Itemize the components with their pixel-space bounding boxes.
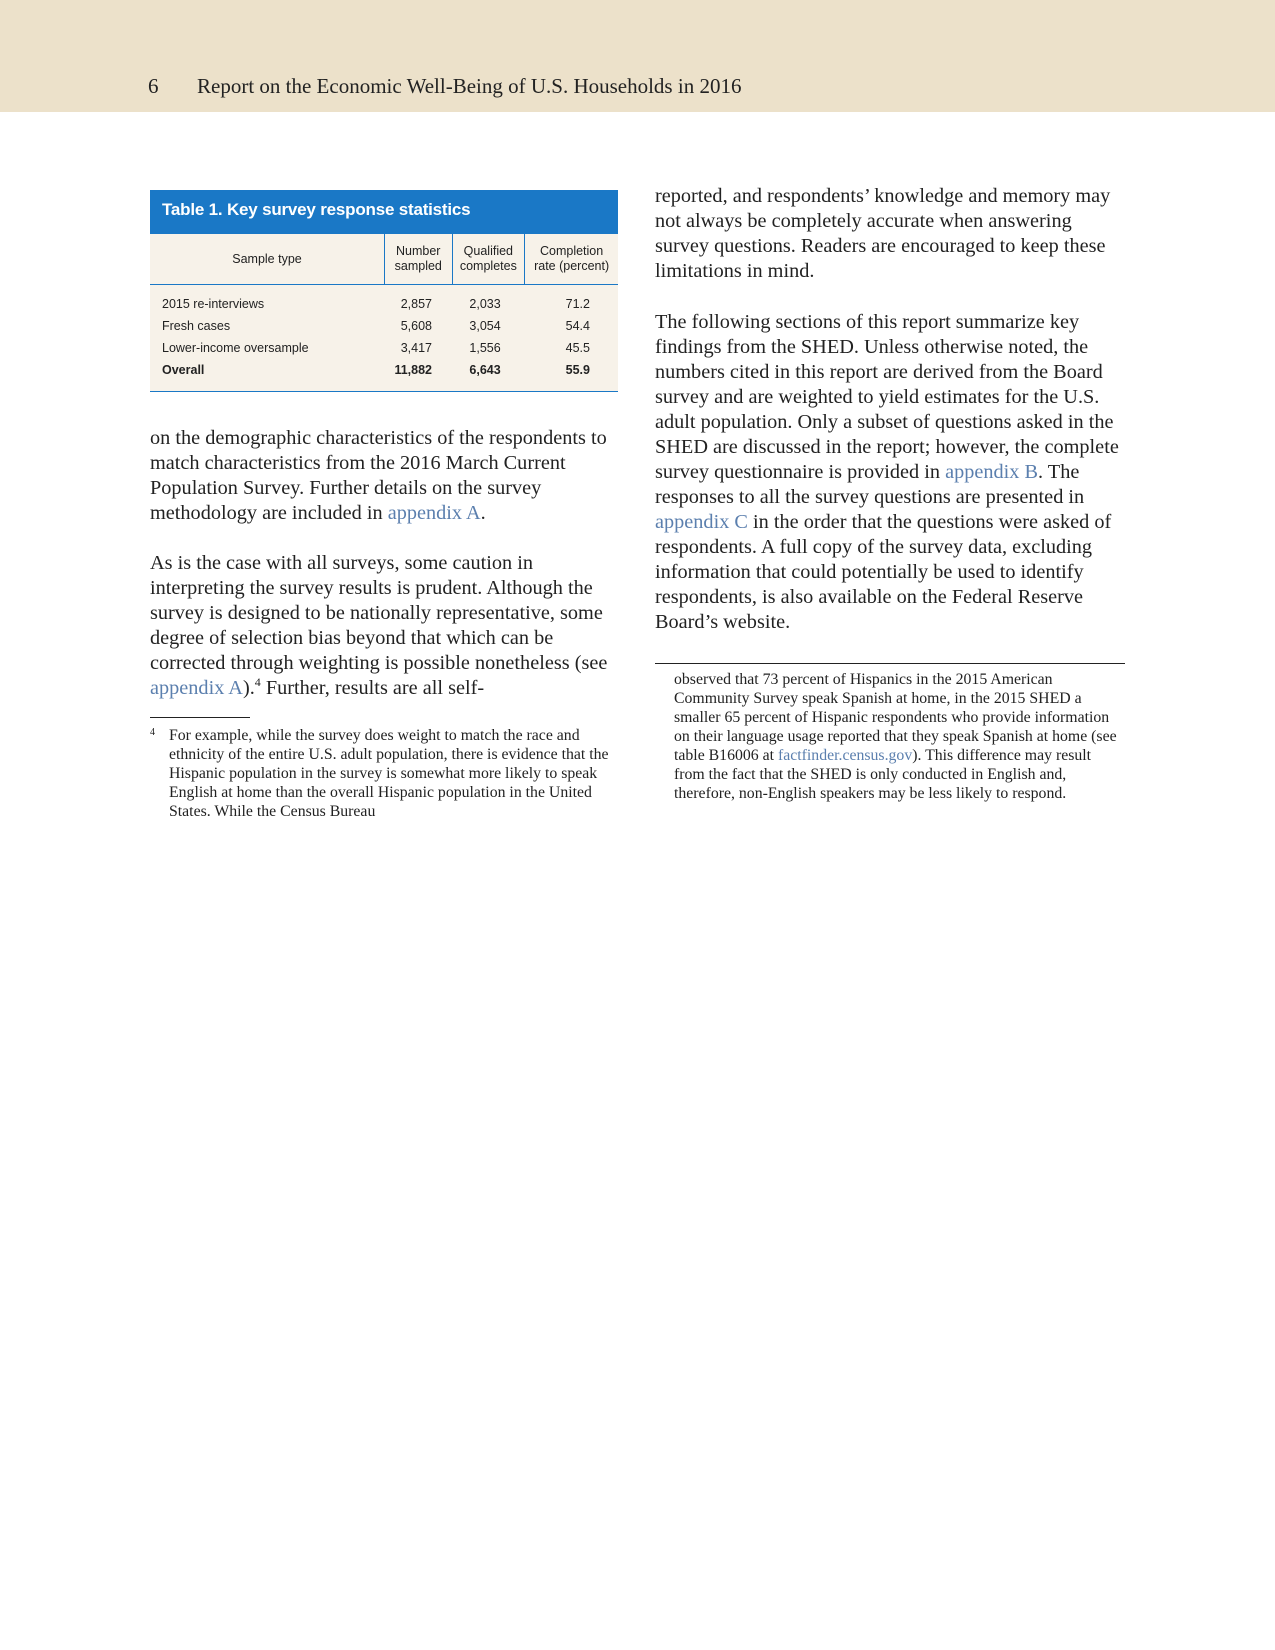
table-row [150, 293, 618, 315]
row-label: Fresh cases [162, 319, 231, 333]
appendix-c-link[interactable]: appendix C [655, 511, 748, 533]
row-label: 2015 re-interviews [162, 297, 265, 311]
row-label: Overall [162, 363, 205, 377]
row-label: Lower-income oversample [162, 341, 309, 355]
cell-rate: 54.4 [565, 319, 590, 333]
footnote-mark: 4 [150, 727, 155, 738]
paragraph-limitations: reported, and respondents’ knowledge and memory may not always be completely accurate when answering survey questions. Readers are encouraged to keep these limitations in mind. [655, 185, 1111, 282]
col-header-number-sampled: Number sampled [385, 234, 453, 285]
table-header-row [150, 234, 618, 285]
cell-rate: 55.9 [565, 363, 590, 377]
cell-completes: 3,054 [469, 319, 501, 333]
cell-completes: 2,033 [469, 297, 501, 311]
col-header-qualified-completes: Qualified completes [452, 234, 525, 285]
paragraph-methodology: on the demographic characteristics of the respondents to match characteristics from the 2016 March Current Population Survey. Further details on the survey methodology are included in appendix A. [150, 427, 607, 524]
col-header-completion-rate: Completion rate (percent) [525, 234, 618, 285]
paragraph-caution: As is the case with all surveys, some caution in interpreting the survey results is prudent. Although the survey is designed to be nationally representative, some degree of selection bias beyond that which can be corrected through weighting is possible nonetheless (see appendix A).$^4$ Further, results are all self- [150, 552, 608, 699]
footnote-4 [150, 726, 618, 821]
paragraph-key-findings: The following sections of this report summarize key findings from the SHED. Unless otherwise noted, the numbers cited in this report are derived from the Board survey and are weighted to yield estimates for the U.S. adult population. Only a subset of questions asked in the SHED are discussed in the report; however, the complete survey questionnaire is provided in appendix B. The responses to all the survey questions are presented in appendix C in the order that the questions were asked of respondents. A full copy of the survey data, excluding information that could potentially be used to identify respondents, is also available on the Federal Reserve Board’s website. [655, 311, 1119, 633]
cell-rate: 45.5 [565, 341, 590, 355]
cell-sampled: 11,882 [394, 363, 432, 377]
table-row [150, 337, 618, 359]
col-header-sample-type: Sample type [150, 234, 385, 285]
factfinder-link[interactable]: factfinder.census.gov [777, 747, 913, 764]
footnote-divider [150, 717, 250, 718]
table-row-total [150, 359, 618, 392]
cell-completes: 1,556 [469, 341, 501, 355]
footnote-text: For example, while the survey does weight to match the race and ethnicity of the entire U.S. adult population, there is evidence that the Hispanic population in the survey is somewhat more likely to speak English at home than the overall Hispanic population in the United States. While the Census Bureau [169, 727, 609, 820]
left-column [150, 190, 618, 821]
cell-rate: 71.2 [565, 297, 590, 311]
appendix-b-link[interactable]: appendix B [945, 461, 1039, 483]
page-number: 6 [148, 74, 159, 98]
footnote-divider [655, 663, 1125, 664]
table-title: Table 1. Key survey response statistics [150, 190, 618, 234]
stats-table [150, 234, 618, 392]
running-title: Report on the Economic Well-Being of U.S. Households in 2016 [197, 74, 742, 98]
cell-sampled: 2,857 [400, 297, 432, 311]
survey-statistics-table [150, 190, 618, 392]
page-header [0, 0, 1275, 112]
footnote-continued: observed that 73 percent of Hispanics in the 2015 American Community Survey speak Spanish at home, in the 2015 SHED a smaller 65 percent of Hispanic respondents who provide information on their language usage reported that they speak Spanish at home (see table B16006 at factfinder.census.gov). This difference may result from the fact that the SHED is only conducted in English and, therefore, non-English speakers may be less likely to respond. [674, 671, 1117, 802]
appendix-a-link[interactable]: appendix A [387, 502, 481, 524]
cell-sampled: 5,608 [400, 319, 432, 333]
cell-sampled: 3,417 [400, 341, 432, 355]
cell-completes: 6,643 [469, 363, 501, 377]
footnote-reference[interactable]: 4 [254, 675, 261, 689]
table-row [150, 315, 618, 337]
right-column [655, 184, 1125, 803]
appendix-a-link[interactable]: appendix A [150, 677, 243, 699]
